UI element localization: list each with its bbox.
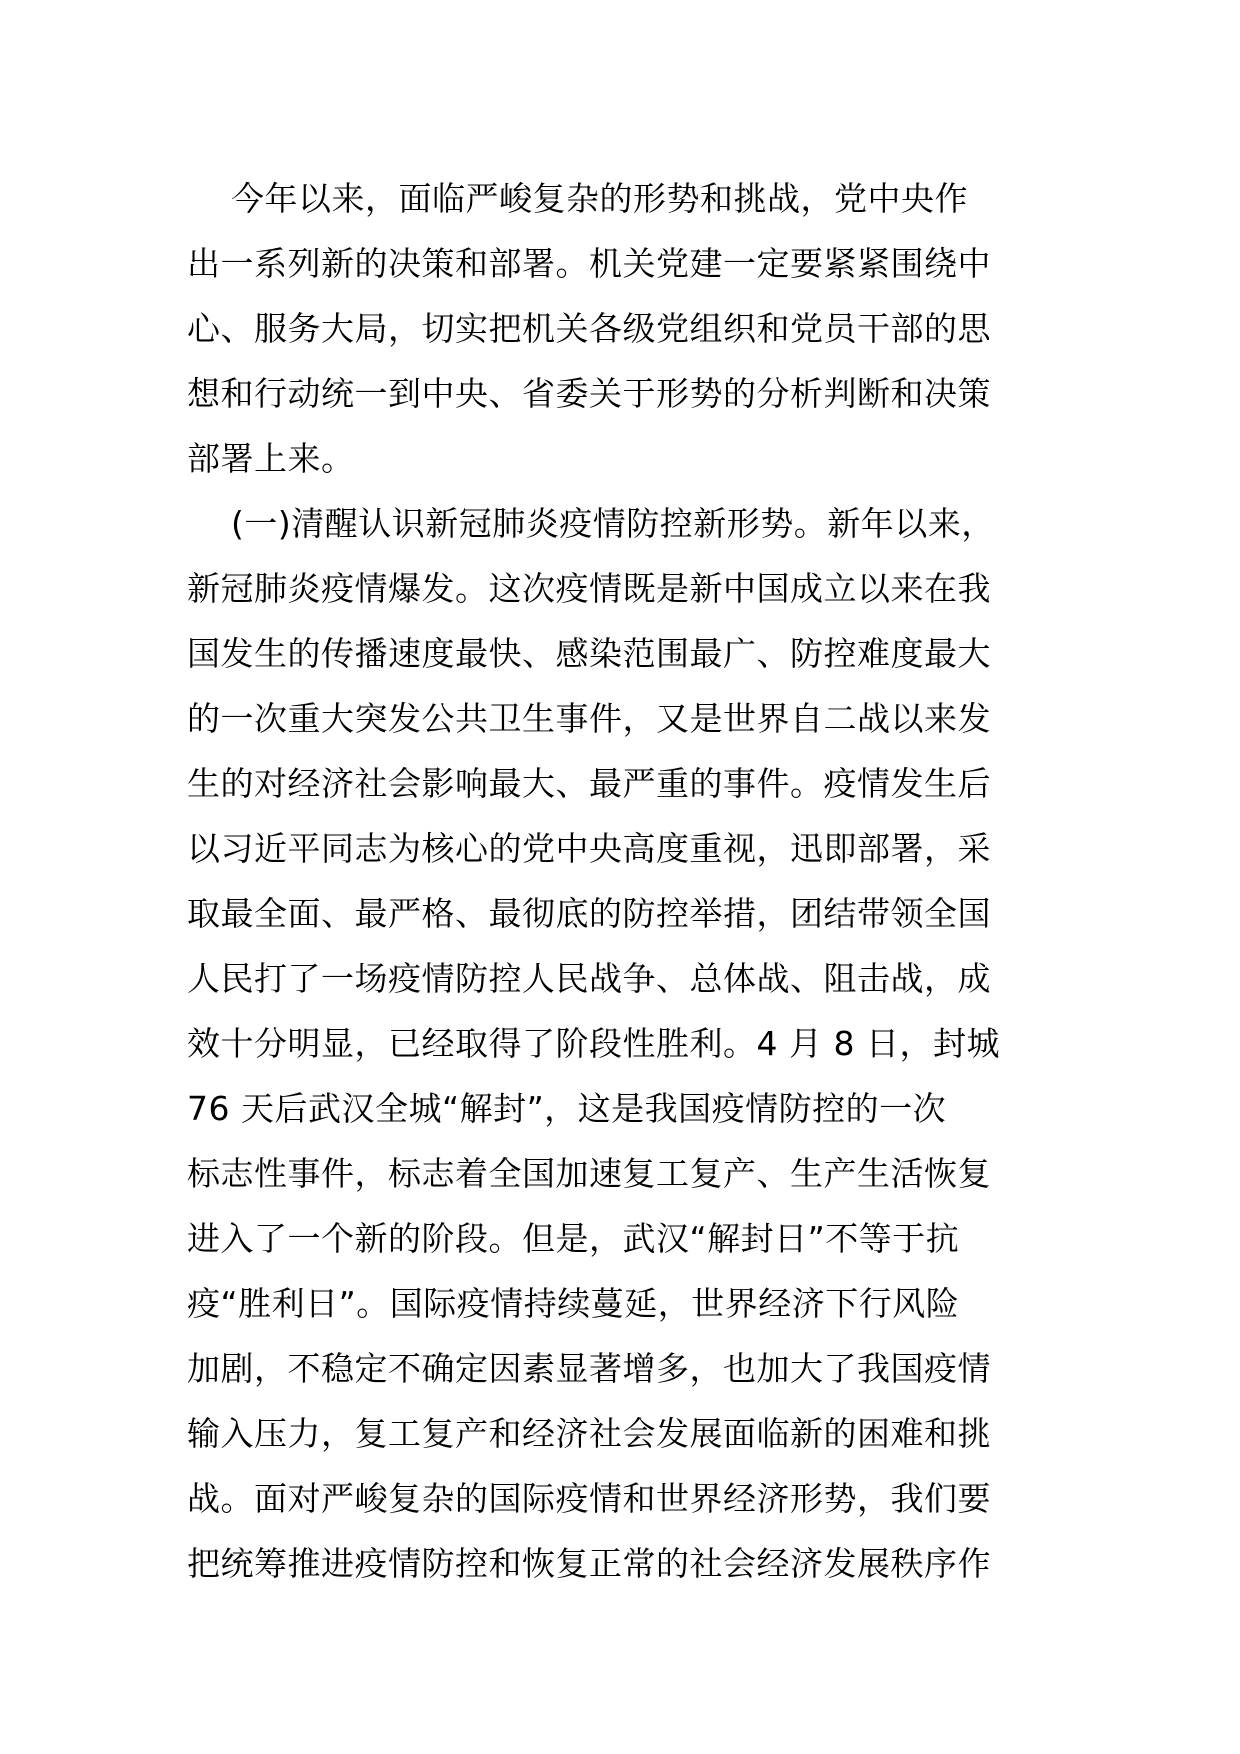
text-line: 标志性事件，标志着全国加速复工复产、生产生活恢复 [187,1154,991,1193]
text-line: 疫“胜利日”。国际疫情持续蔓延，世界经济下行风险 [187,1284,960,1323]
text-line: 输入压力，复工复产和经济社会发展面临新的困难和挑 [187,1414,991,1453]
text-line: (一)清醒认识新冠肺炎疫情防控新形势。新年以来， [187,504,995,543]
text-line: 进入了一个新的阶段。但是，武汉“解封日”不等于抗 [187,1219,960,1258]
text-line: 把统筹推进疫情防控和恢复正常的社会经济发展秩序作 [187,1544,991,1583]
text-line: 国发生的传播速度最快、感染范围最广、防控难度最大 [187,634,991,673]
text-line: 今年以来，面临严峻复杂的形势和挑战，党中央作 [187,179,968,218]
text-line: 想和行动统一到中央、省委关于形势的分析判断和决策 [187,374,991,413]
text-line: 的一次重大突发公共卫生事件，又是世界自二战以来发 [187,699,991,738]
text-line: 出一系列新的决策和部署。机关党建一定要紧紧围绕中 [187,244,991,283]
text-line: 加剧，不稳定不确定因素显著增多，也加大了我国疫情 [187,1349,991,1388]
text-line: 生的对经济社会影响最大、最严重的事件。疫情发生后 [187,764,991,803]
text-line: 76 天后武汉全城“解封”，这是我国疫情防控的一次 [187,1089,947,1128]
text-line: 人民打了一场疫情防控人民战争、总体战、阻击战，成 [187,959,991,998]
text-line: 以习近平同志为核心的党中央高度重视，迅即部署，采 [187,829,991,868]
text-line: 取最全面、最严格、最彻底的防控举措，团结带领全国 [187,894,991,933]
text-line: 效十分明显，已经取得了阶段性胜利。4 月 8 日，封城 [187,1024,1000,1063]
text-line: 心、服务大局，切实把机关各级党组织和党员干部的思 [187,309,991,348]
text-line: 战。面对严峻复杂的国际疫情和世界经济形势，我们要 [187,1479,991,1518]
body-text [187,166,1053,1596]
text-line: 新冠肺炎疫情爆发。这次疫情既是新中国成立以来在我 [187,569,991,608]
text-line: 部署上来。 [187,439,355,478]
